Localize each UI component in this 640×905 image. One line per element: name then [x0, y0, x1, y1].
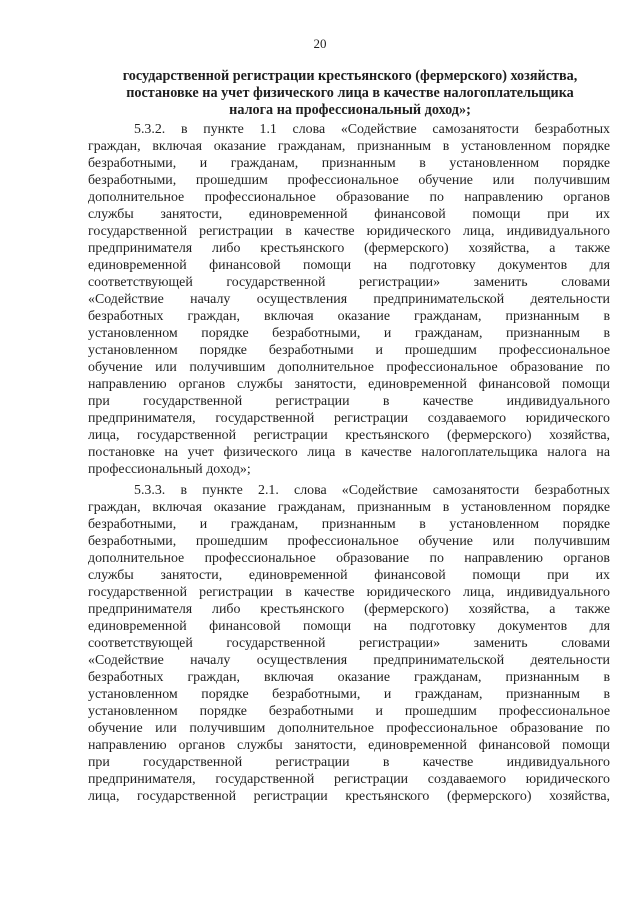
text-line: постановке на учет физического лица в качестве налогоплательщика налога на: [88, 445, 610, 460]
text-line: установленном порядке безработными и прошедшим профессиональное: [88, 343, 610, 358]
text-line: государственной регистрации в качестве юридического лица, индивидуального: [88, 585, 610, 600]
text-line: лица, государственной регистрации крестьянского (фермерского) хозяйства,: [88, 428, 610, 443]
text-line: установленном порядке безработными, и гражданам, признанным в: [88, 687, 610, 702]
text-line: безработными, и гражданам, признанным в установленном порядке: [88, 517, 610, 532]
text-line: предпринимателя либо крестьянского (фермерского) хозяйства, а также: [88, 241, 610, 256]
heading-line: государственной регистрации крестьянского (фермерского) хозяйства,: [122, 68, 578, 84]
text-line: безработными, и гражданам, признанным в установленном порядке: [88, 156, 610, 171]
text-line: установленном порядке безработными и прошедшим профессиональное: [88, 704, 610, 719]
text-line: профессиональный доход»;: [88, 462, 251, 477]
text-line: государственной регистрации в качестве юридического лица, индивидуального: [88, 224, 610, 239]
text-line: направлению органов службы занятости, единовременной финансовой помощи: [88, 377, 610, 392]
text-line: граждан, включая оказание гражданам, признанным в установленном порядке: [88, 500, 610, 515]
text-line: предпринимателя, государственной регистрации создаваемого юридического: [88, 411, 610, 426]
text-line: дополнительное профессиональное образование по направлению органов: [88, 190, 610, 205]
text-line: единовременной финансовой помощи на подготовку документов для: [88, 619, 610, 634]
continued-heading: [90, 68, 610, 119]
text-line: направлению органов службы занятости, единовременной финансовой помощи: [88, 738, 610, 753]
text-line: обучение или получившим дополнительное профессиональное образование по: [88, 721, 610, 736]
text-line: службы занятости, единовременной финансовой помощи при их: [88, 568, 610, 583]
text-line: единовременной финансовой помощи на подготовку документов для: [88, 258, 610, 273]
text-line: безработных граждан, включая оказание гражданам, признанным в: [88, 309, 610, 324]
heading-line: постановке на учет физического лица в качестве налогоплательщика: [126, 85, 574, 101]
paragraph-1: [88, 121, 610, 478]
text-line: обучение или получившим дополнительное профессиональное образование по: [88, 360, 610, 375]
text-line: при государственной регистрации в качестве индивидуального: [88, 755, 610, 770]
paragraph-2: [88, 482, 610, 805]
text-line: предпринимателя, государственной регистрации создаваемого юридического: [88, 772, 610, 787]
text-line: службы занятости, единовременной финансовой помощи при их: [88, 207, 610, 222]
text-line: безработными, прошедшим профессиональное обучение или получившим: [88, 173, 610, 188]
text-line: при государственной регистрации в качестве индивидуального: [88, 394, 610, 409]
text-line: 5.3.3. в пункте 2.1. слова «Содействие самозанятости безработных: [134, 483, 610, 498]
text-line: безработных граждан, включая оказание гражданам, признанным в: [88, 670, 610, 685]
text-line: лица, государственной регистрации крестьянского (фермерского) хозяйства,: [88, 789, 610, 804]
heading-line: налога на профессиональный доход»;: [229, 102, 471, 118]
document-body: [88, 121, 610, 805]
text-line: установленном порядке безработными, и гражданам, признанным в: [88, 326, 610, 341]
text-line: «Содействие началу осуществления предпринимательской деятельности: [88, 653, 610, 668]
text-line: соответствующей государственной регистрации» заменить словами: [88, 636, 610, 651]
text-line: безработными, прошедшим профессиональное обучение или получившим: [88, 534, 610, 549]
page-number: 20: [313, 36, 327, 51]
text-line: дополнительное профессиональное образование по направлению органов: [88, 551, 610, 566]
text-line: граждан, включая оказание гражданам, признанным в установленном порядке: [88, 139, 610, 154]
text-line: предпринимателя либо крестьянского (фермерского) хозяйства, а также: [88, 602, 610, 617]
text-line: «Содействие началу осуществления предпринимательской деятельности: [88, 292, 610, 307]
text-line: соответствующей государственной регистрации» заменить словами: [88, 275, 610, 290]
text-line: 5.3.2. в пункте 1.1 слова «Содействие самозанятости безработных: [134, 122, 610, 137]
